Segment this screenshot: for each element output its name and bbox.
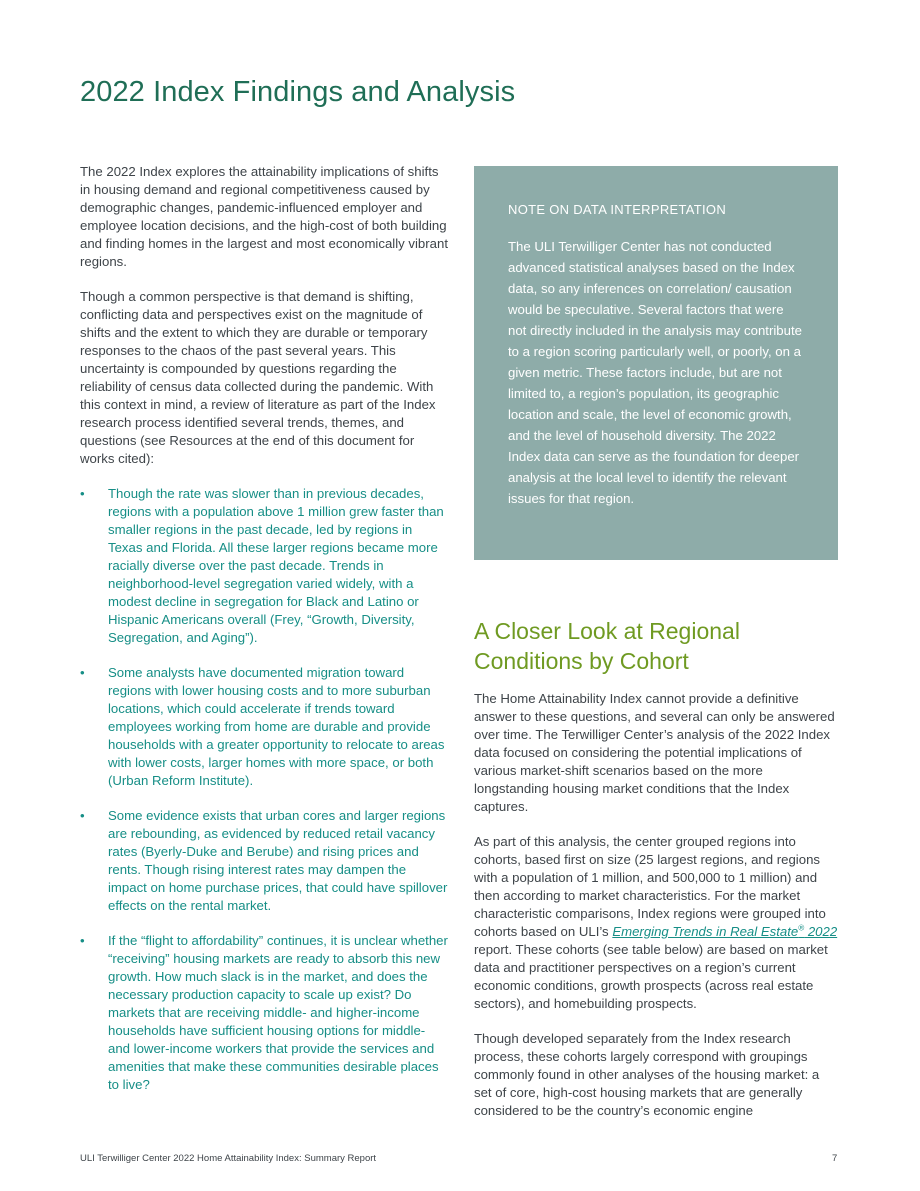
paragraph-2-text-before: As part of this analysis, the center grouped regions into cohorts, based first on size (25 largest regions, and regions with a population of 1 million, and 500,000 to 1 million) and then according to market characteristics. For the market characteristic comparisons, Index regions were grouped into cohorts based on ULI’s (474, 834, 826, 939)
note-title: NOTE ON DATA INTERPRETATION (508, 202, 727, 217)
left-column (80, 163, 448, 1111)
list-item (80, 485, 448, 647)
bullet-icon: • (80, 933, 85, 948)
bullet-icon: • (80, 486, 85, 501)
right-column (474, 166, 838, 1137)
list-item-text: Though the rate was slower than in previous decades, regions with a population above 1 million grew faster than smaller regions in the past decade, led by regions in Texas and Florida. All these larger regions became more racially diverse over the past decade. Trends in neighborhood-level segregation varied widely, with a modest decline in segregation for Black and Latino or Hispanic Americans overall (Frey, “Growth, Diversity, Segregation, and Aging”). (108, 486, 444, 645)
list-item (80, 807, 448, 915)
link-text-part-2: 2022 (804, 924, 838, 939)
list-item (80, 664, 448, 790)
registered-mark: ® (798, 923, 805, 933)
paragraph-2-text-after: report. These cohorts (see table below) are based on market data and practitioner perspectives on a region’s current economic conditions, growth prospects (across real estate sectors), and homebuilding prospects. (474, 942, 828, 1011)
page-title: 2022 Index Findings and Analysis (80, 76, 516, 108)
emerging-trends-link[interactable] (612, 924, 837, 939)
section-paragraph-3: Though developed separately from the Index research process, these cohorts largely correspond with groupings commonly found in other analyses of the housing market: a set of core, high-cost housing markets that are generally considered to be the country’s economic engine (474, 1031, 820, 1118)
footer-report-title: ULI Terwilliger Center 2022 Home Attainability Index: Summary Report (80, 1153, 377, 1164)
note-text: The ULI Terwilliger Center has not conducted advanced statistical analyses based on the Index data, so any inferences on correlation/ causation would be speculative. Several factors that were not directly included in the analysis may contribute to a region scoring particularly well, or poorly, on a given metric. These factors include, but are not limited to, a region’s population, its geographic location and scale, the level of economic growth, and the level of household diversity. The 2022 Index data can serve as the foundation for deeper analysis at the local level to identify the relevant issues for that region. (508, 239, 802, 506)
bullet-icon: • (80, 665, 85, 680)
list-item-text: Some analysts have documented migration toward regions with lower housing costs and to more suburban locations, which could accelerate if trends toward employees working from home are durable and provide households with a greater opportunity to relocate to areas with lower costs, larger homes with more space, or both (Urban Reform Institute). (108, 665, 445, 788)
section-paragraph-1: The Home Attainability Index cannot provide a definitive answer to these questions, and several can only be answered over time. The Terwilliger Center’s analysis of the 2022 Index data focused on considering the potential implications of various market-shift scenarios based on the more longstanding housing market conditions that the Index captures. (474, 691, 835, 814)
section-heading: A Closer Look at Regional Conditions by Cohort (474, 618, 740, 674)
bullet-icon: • (80, 808, 85, 823)
intro-paragraph: The 2022 Index explores the attainability implications of shifts in housing demand and regional competitiveness caused by demographic changes, pandemic-influenced employer and employee location decisions, and the high-cost of both building and finding homes in the largest and most economically vibrant regions. (80, 164, 448, 269)
data-interpretation-note (474, 166, 838, 560)
list-item (80, 932, 448, 1094)
findings-list (80, 485, 448, 1094)
section-paragraph-2 (474, 833, 838, 1013)
page-number: 7 (832, 1153, 838, 1164)
context-paragraph: Though a common perspective is that demand is shifting, conflicting data and perspectives exist on the magnitude of shifts and the extent to which they are durable or temporary responses to the chaos of the past several years. This uncertainty is compounded by questions regarding the reliability of census data collected during the pandemic. With this context in mind, a review of literature as part of the Index research process identified several trends, themes, and questions (see Resources at the end of this document for works cited): (80, 289, 436, 466)
list-item-text: If the “flight to affordability” continues, it is unclear whether “receiving” housing markets are ready to absorb this new growth. How much slack is in the market, and does the necessary production capacity to scale up exist? Do markets that are receiving middle- and higher-income households have sufficient housing options for middle- and lower-income workers that provide the services and amenities that make these communities desirable places to live? (108, 933, 448, 1092)
link-text-part-1: Emerging Trends in Real Estate (612, 924, 799, 939)
list-item-text: Some evidence exists that urban cores and larger regions are rebounding, as evidenced by reduced retail vacancy rates (Byerly-Duke and Berube) and rising prices and rents. Though rising interest rates may dampen the impact on home purchase prices, that could have spillover effects on the rental market. (108, 808, 448, 913)
